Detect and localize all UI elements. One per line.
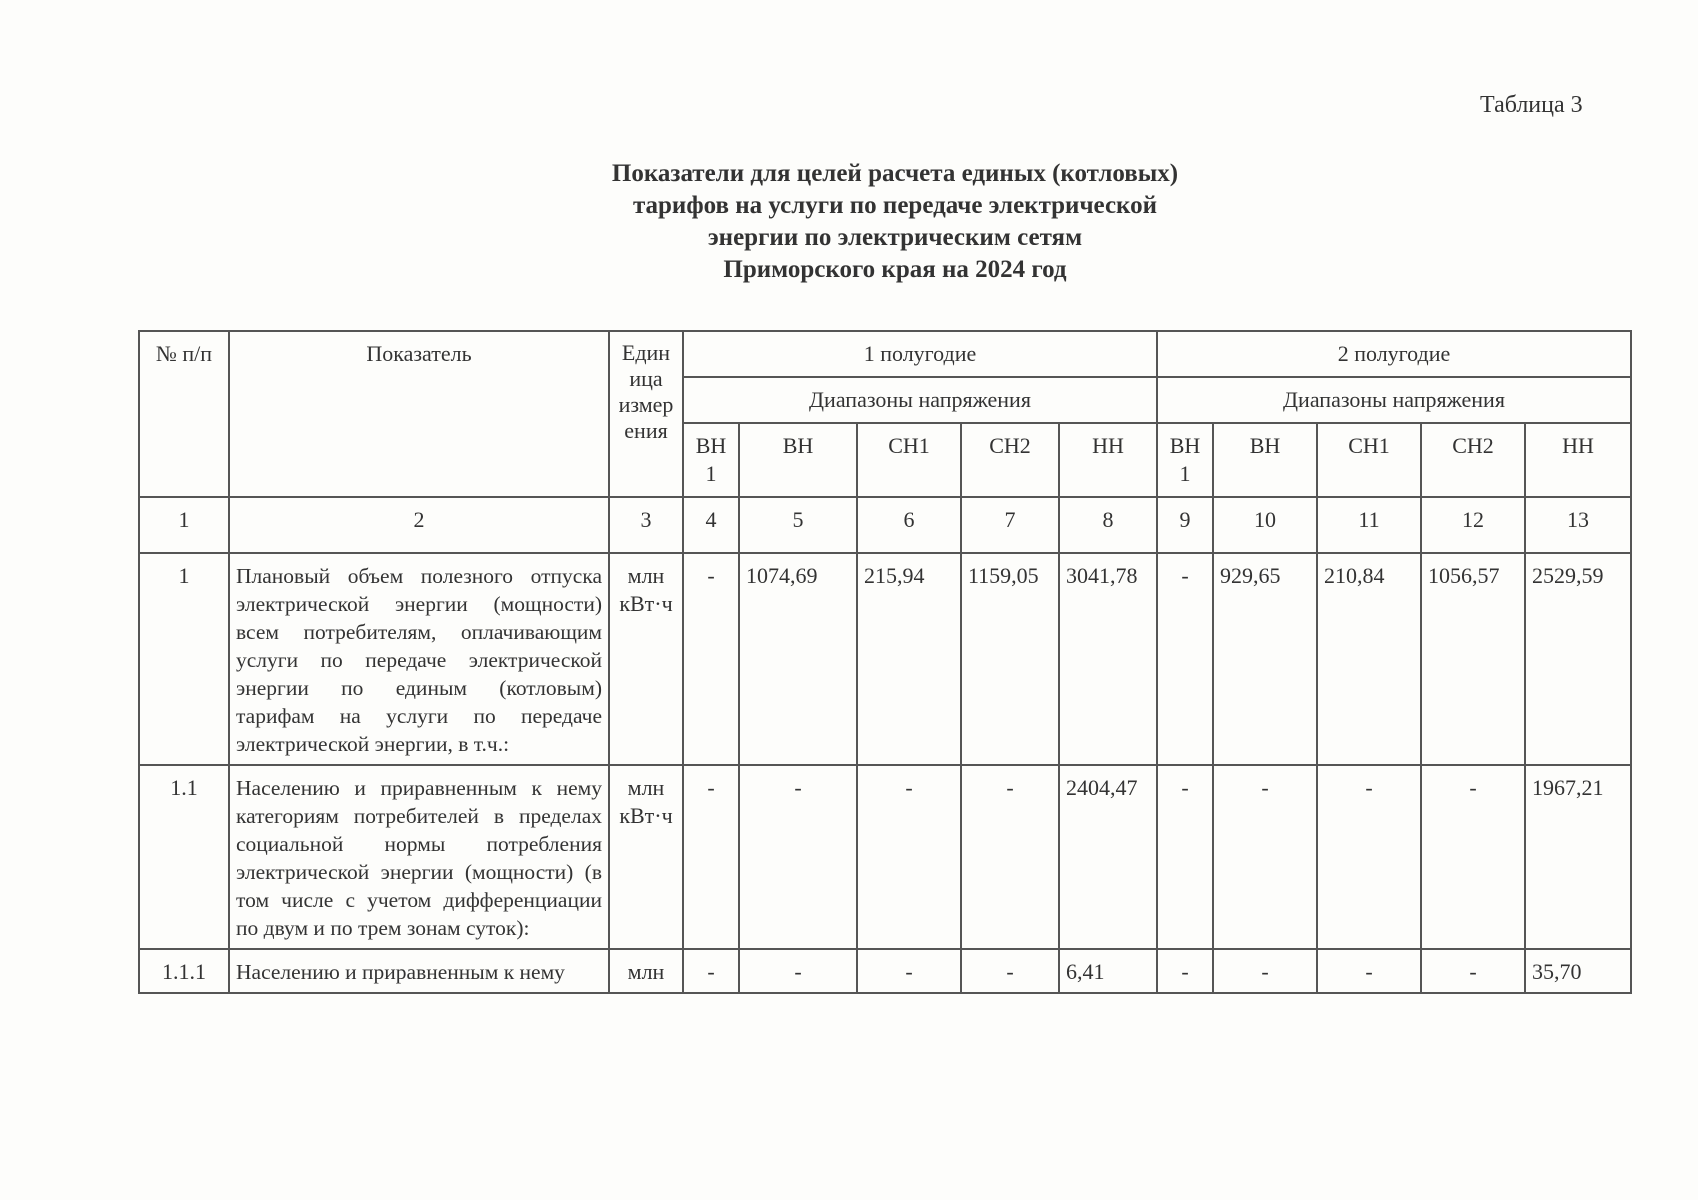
column-number: 12 bbox=[1421, 497, 1525, 553]
header-voltage-nn: НН bbox=[1525, 423, 1631, 497]
header-voltage-vn1: ВН 1 bbox=[683, 423, 739, 497]
header-row-1 bbox=[139, 331, 1631, 377]
header-voltage-sn2: СН2 bbox=[1421, 423, 1525, 497]
header-col-no: № п/п bbox=[139, 331, 229, 497]
column-number: 8 bbox=[1059, 497, 1157, 553]
value-cell: 2404,47 bbox=[1059, 765, 1157, 949]
header-voltage-ranges-2: Диапазоны напряжения bbox=[1157, 377, 1631, 423]
value-cell: - bbox=[1157, 949, 1213, 993]
value-cell: - bbox=[857, 765, 961, 949]
column-number: 1 bbox=[139, 497, 229, 553]
document-title bbox=[500, 158, 1290, 286]
column-number: 2 bbox=[229, 497, 609, 553]
column-number: 7 bbox=[961, 497, 1059, 553]
value-cell: - bbox=[1213, 949, 1317, 993]
row-indicator: Населению и приравненным к нему категориям потребителей в пределах социальной нормы потребления электрической энергии (мощности) (в том числе с учетом дифференциации по двум и по трем зонам суток): bbox=[229, 765, 609, 949]
value-cell: 210,84 bbox=[1317, 553, 1421, 765]
column-number-row bbox=[139, 497, 1631, 553]
value-cell: - bbox=[683, 949, 739, 993]
header-col-unit bbox=[609, 331, 683, 497]
tariff-indicators-table bbox=[138, 330, 1632, 994]
value-cell: 35,70 bbox=[1525, 949, 1631, 993]
header-half-1: 1 полугодие bbox=[683, 331, 1157, 377]
unit-header-line: ения bbox=[624, 418, 668, 443]
title-line: энергии по электрическим сетям bbox=[707, 224, 1083, 251]
table-row bbox=[139, 553, 1631, 765]
value-cell: - bbox=[1421, 949, 1525, 993]
value-cell: - bbox=[1157, 553, 1213, 765]
header-half-2: 2 полугодие bbox=[1157, 331, 1631, 377]
header-voltage-vn: ВН bbox=[1213, 423, 1317, 497]
header-voltage-vn: ВН bbox=[739, 423, 857, 497]
row-number: 1.1.1 bbox=[139, 949, 229, 993]
value-cell: 1056,57 bbox=[1421, 553, 1525, 765]
title-line: тарифов на услуги по передаче электрической bbox=[632, 192, 1158, 219]
value-cell: 1074,69 bbox=[739, 553, 857, 765]
column-number: 6 bbox=[857, 497, 961, 553]
value-cell: 929,65 bbox=[1213, 553, 1317, 765]
value-cell: 6,41 bbox=[1059, 949, 1157, 993]
unit-header-line: ица bbox=[629, 366, 663, 391]
header-voltage-nn: НН bbox=[1059, 423, 1157, 497]
value-cell: - bbox=[961, 765, 1059, 949]
column-number: 9 bbox=[1157, 497, 1213, 553]
value-cell: - bbox=[739, 765, 857, 949]
row-unit: млн кВт·ч bbox=[609, 553, 683, 765]
value-cell: 2529,59 bbox=[1525, 553, 1631, 765]
table-row bbox=[139, 949, 1631, 993]
value-cell: - bbox=[1213, 765, 1317, 949]
value-cell: 1967,21 bbox=[1525, 765, 1631, 949]
column-number: 3 bbox=[609, 497, 683, 553]
row-unit: млн кВт·ч bbox=[609, 765, 683, 949]
column-number: 10 bbox=[1213, 497, 1317, 553]
value-cell: - bbox=[1317, 765, 1421, 949]
value-cell: - bbox=[857, 949, 961, 993]
header-voltage-ranges-1: Диапазоны напряжения bbox=[683, 377, 1157, 423]
row-indicator: Плановый объем полезного отпуска электрической энергии (мощности) всем потребителям, оплачивающим услуги по передаче электрической энергии по единым (котловым) тарифам на услуги по передаче электрической энергии, в т.ч.: bbox=[229, 553, 609, 765]
unit-header-line: Един bbox=[621, 340, 671, 365]
row-unit: млн bbox=[609, 949, 683, 993]
row-indicator: Населению и приравненным к нему bbox=[229, 949, 609, 993]
value-cell: 1159,05 bbox=[961, 553, 1059, 765]
value-cell: - bbox=[1157, 765, 1213, 949]
value-cell: - bbox=[1421, 765, 1525, 949]
value-cell: - bbox=[1317, 949, 1421, 993]
value-cell: - bbox=[961, 949, 1059, 993]
column-number: 13 bbox=[1525, 497, 1631, 553]
title-line: Приморского края на 2024 год bbox=[723, 256, 1067, 283]
column-number: 5 bbox=[739, 497, 857, 553]
value-cell: 215,94 bbox=[857, 553, 961, 765]
value-cell: 3041,78 bbox=[1059, 553, 1157, 765]
row-number: 1 bbox=[139, 553, 229, 765]
value-cell: - bbox=[683, 553, 739, 765]
column-number: 4 bbox=[683, 497, 739, 553]
header-voltage-sn2: СН2 bbox=[961, 423, 1059, 497]
header-voltage-vn1: ВН 1 bbox=[1157, 423, 1213, 497]
header-voltage-sn1: СН1 bbox=[857, 423, 961, 497]
table-number-label: Таблица 3 bbox=[1480, 92, 1583, 118]
header-col-indicator: Показатель bbox=[229, 331, 609, 497]
value-cell: - bbox=[683, 765, 739, 949]
column-number: 11 bbox=[1317, 497, 1421, 553]
title-line: Показатели для целей расчета единых (котловых) bbox=[611, 160, 1179, 187]
header-voltage-sn1: СН1 bbox=[1317, 423, 1421, 497]
unit-header-line: измер bbox=[618, 392, 674, 417]
value-cell: - bbox=[739, 949, 857, 993]
row-number: 1.1 bbox=[139, 765, 229, 949]
table-row bbox=[139, 765, 1631, 949]
